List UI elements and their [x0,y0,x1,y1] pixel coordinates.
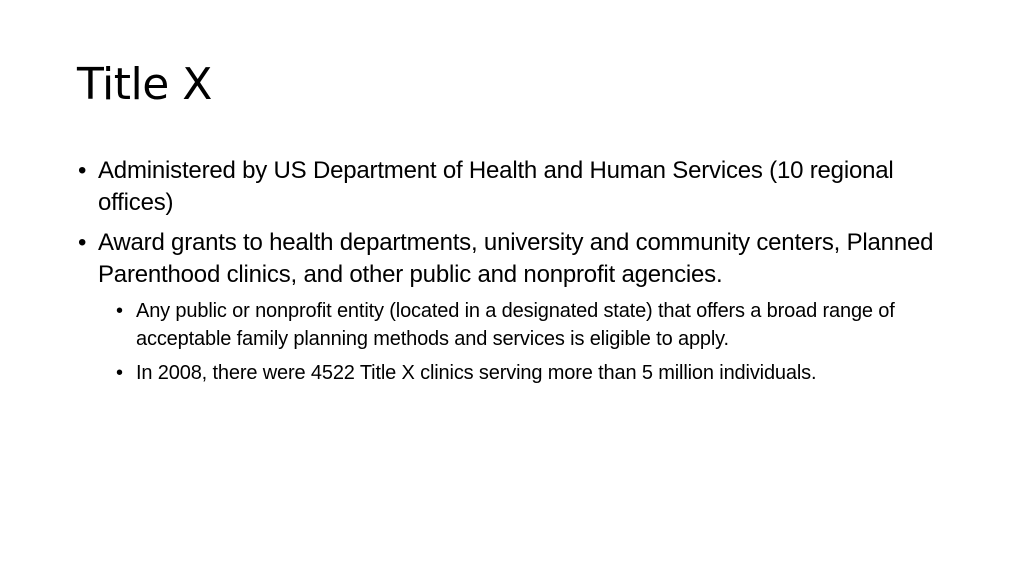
sub-bullet-text: Any public or nonprofit entity (located in a designated state) that offers a broad range of acceptable family planning methods and services is eligible to apply. [136,300,895,350]
sub-bullet-icon: • [116,300,123,322]
bullet-list [78,155,958,395]
bullet-item [78,155,958,219]
bullet-icon: • [78,157,87,184]
bullet-item [78,227,958,387]
sub-bullet-item [116,297,958,353]
slide-title: Title X [77,59,212,110]
bullet-text: Administered by US Department of Health and Human Services (10 regional offices) [98,157,894,216]
sub-bullet-text: In 2008, there were 4522 Title X clinics serving more than 5 million individuals. [136,362,817,384]
bullet-icon: • [78,229,87,256]
sub-bullet-item [116,359,958,387]
bullet-text: Award grants to health departments, university and community centers, Planned Parenthood clinics, and other public and nonprofit agencies. [98,229,934,288]
sub-bullet-list [98,297,958,387]
sub-bullet-icon: • [116,362,123,384]
